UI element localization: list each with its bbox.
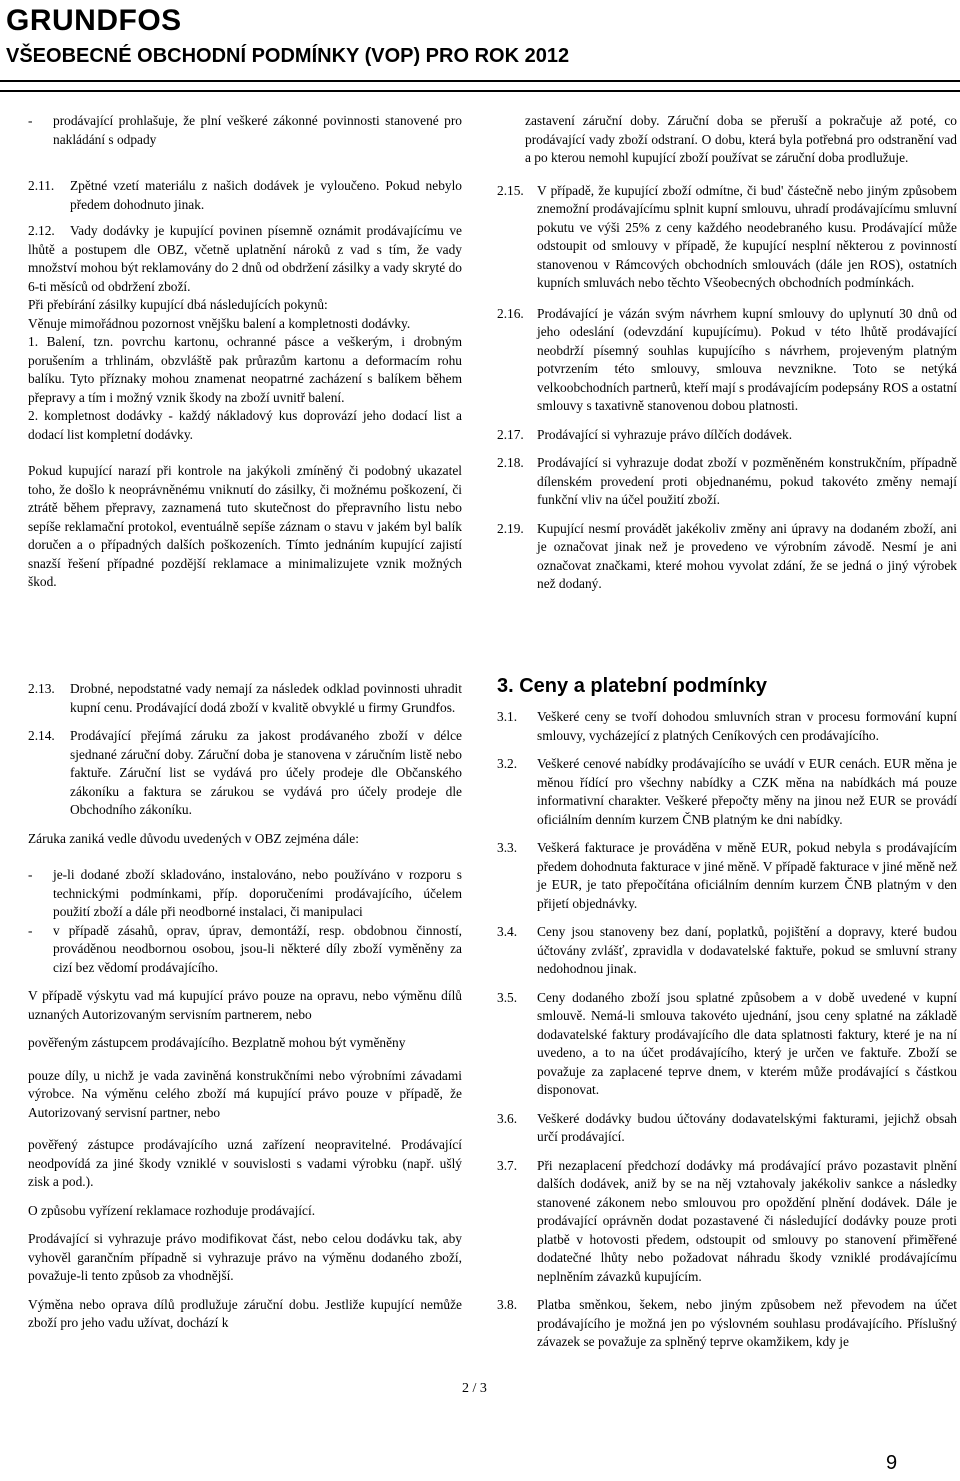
paragraph: O způsobu vyřízení reklamace rozhoduje prodávající. xyxy=(28,1202,316,1218)
section-number: 2.17. xyxy=(497,426,524,442)
paragraph: Pokud kupující narazí při kontrole na jakýkoli zmíněný či podobný ukazatel toho, že došlo k neoprávněnému vniknutí do zásilky, či možnému poškození, či ztrátě během přepravy, zaznamená tuto skutečnost do přepravního listu nebo sepíše reklamační protokol, eventuálně sepíše záznam o stavu v jakém byl balík doručen a o případných dalších poškozeních. Tímto jednáním kupující zajistí snazší řešení případné pozdější reklamace a minimalizujete vznik možných škod. xyxy=(28,463,462,589)
bullet-item xyxy=(28,866,462,922)
page-indicator: 2 / 3 xyxy=(462,1381,487,1396)
section-2-18 xyxy=(497,454,957,510)
section-number: 3.7. xyxy=(497,1157,518,1173)
section-2-14 xyxy=(28,727,462,820)
section-number: 3.6. xyxy=(497,1110,518,1126)
company-name: GRUNDFOS xyxy=(6,4,182,37)
section-text: Kupující nesmí provádět jakékoliv změny ani úpravy na dodaném zboží, ani je označovat jinak než je provedeno ve výrobním závodě. Nesmí je ani označovat značkami, které mohou vyvolat zdání, že se jedná o jiný výrobek než dodaný. xyxy=(537,520,957,591)
section-text: Prodávající si vyhrazuje dodat zboží v pozměněném konstrukčním, případně dílenském provedení proti objednanému, pokud takovéto změny nemají funkční vliv na účel použití zboží. xyxy=(537,455,957,507)
paragraph: 2. kompletnost dodávky - každý nákladový kus doprovází jeho dodací list a dodací list kompletní dodávky. xyxy=(28,408,462,442)
bullet-text: je-li dodané zboží skladováno, instalováno, nebo používáno v rozporu s technickými podmínkami, příp. doporučeními prodávajícího, účelem použití zboží a dále při neodborné instalaci, či manipulaci xyxy=(53,867,462,919)
right-column-top xyxy=(497,112,957,594)
header-rule-top xyxy=(0,80,960,82)
bullet-dash: - xyxy=(28,867,33,882)
section-number: 2.16. xyxy=(497,305,524,321)
section-3-4 xyxy=(497,923,957,979)
paragraph: Při přebírání zásilky kupující dbá následujících pokynů: xyxy=(28,297,328,312)
section-3-1 xyxy=(497,708,957,745)
section-number: 3.2. xyxy=(497,756,518,771)
section-heading: 3. Ceny a platební podmínky xyxy=(497,675,768,697)
paragraph: V případě výskytu vad má kupující právo pouze na opravu, nebo výměnu dílů uznaných Autorizovaným servisním partnerem, nebo xyxy=(28,988,462,1022)
section-text: Prodávající je vázán svým návrhem kupní smlouvy do uplynutí 30 dnů od jeho odeslání (odevzdání kupujícímu). Pokud v této lhůtě prodávající neobdrží písemný souhlas kupujícího s návrhem, projeveným platným potvrzením této smlouvy, smlouva nevznikne. Toto se netýká velkoobchodních partnerů, kteří mají s prodávajícím podepsány ROS a ostatní smlouvy s taxativně stanovenou dobou platnosti. xyxy=(537,305,957,413)
section-number: 3.1. xyxy=(497,709,518,724)
section-3-7 xyxy=(497,1157,957,1287)
bullet-item xyxy=(28,112,462,149)
paragraph: Věnuje mimořádnou pozornost vnějšku balení a kompletnosti dodávky. xyxy=(28,315,411,331)
section-2-13 xyxy=(28,680,462,717)
section-text: Drobné, nepodstatné vady nemají za následek odklad povinnosti uhradit kupní cenu. Prodávající dodá zboží v kvalitě obvyklé u firmy Grundfos. xyxy=(70,681,462,715)
right-column-bottom xyxy=(497,674,957,1352)
section-text: Veškeré cenové nabídky prodávajícího se uvádí v EUR cenách. EUR měna je měnou řídící pro všechny nabídky a CZK měna na nabídkách má pouze informativní charakter. Veškeré přepočty měny na jinou než EUR se provádí oficiálním denním kurzem ČNB platným ke dni nabídky. xyxy=(537,756,957,827)
section-3-6 xyxy=(497,1110,957,1147)
section-number: 2.18. xyxy=(497,455,524,470)
paragraph: Prodávající si vyhrazuje právo modifikovat část, nebo celou dodávku tak, aby vyhověl garančním případně si vyhrazuje právo na výměnu dodaného zboží, považuje-li tento způsob za vhodnější. xyxy=(28,1231,462,1283)
paragraph: 1. Balení, tzn. povrchu kartonu, ochranné pásce a veškerým, i drobným porušením a trhlinám, obzvláště pak průrazům kartonu a deformacím rohu balíku. Tyto příznaky mohou znamenat neopatrné zacházení s balíkem během přepravy a tím i možný vznik škody na zboží uvnitř balení. xyxy=(28,334,462,405)
section-number: 2.11. xyxy=(28,178,55,193)
section-number: 2.13. xyxy=(28,681,55,696)
section-number: 3.8. xyxy=(497,1297,518,1312)
section-text: Vady dodávky je kupující povinen písemně oznámit prodávajícímu ve lhůtě a postupem dle OBZ, včetně uplatnění nároků z vad s tím, že vady množství mohou být reklamovány do 2 dnů od obdržení zásilky a vady skryté do 6-ti měsíců od obdržení zboží. xyxy=(28,223,462,294)
left-column-bottom xyxy=(28,680,462,1333)
section-text: Prodávající přejímá záruku za jakost prodávaného zboží v délce sjednané záruční doby. Záruční doba je stanovena v záručním listě nebo faktuře. Záruční list se vydává pro účely prodeje dle Občanského zákoníku a faktura se zárukou se vydává pro účely prodeje dle Obchodního zákoníku. xyxy=(70,728,462,817)
section-number: 2.12. xyxy=(28,223,55,238)
section-number: 3.3. xyxy=(497,840,518,855)
section-3-8 xyxy=(497,1296,957,1352)
paragraph: pověřeným zástupcem prodávajícího. Bezplatně mohou být vyměněny xyxy=(28,1035,406,1050)
document-title: VŠEOBECNÉ OBCHODNÍ PODMÍNKY (VOP) PRO ROK 2012 xyxy=(6,45,570,67)
section-3-3 xyxy=(497,839,957,913)
section-2-17 xyxy=(497,426,957,445)
section-text: Veškeré ceny se tvoří dohodou smluvních stran v procesu formování kupní smlouvy, vycházející z platných Ceníkových cen prodávajícího. xyxy=(537,709,957,743)
section-2-16 xyxy=(497,305,957,416)
header-rule-bottom xyxy=(0,90,960,92)
section-number: 3.4. xyxy=(497,924,518,939)
section-text: Veškerá fakturace je prováděna v měně EUR, pokud nebyla s prodávajícím předem dohodnuta fakturace v jiné měně. V případě fakturace v jiné měně než je EUR, je tato přepočítána oficiálním denním kurzem ČNB platným v den přijetí objednávky. xyxy=(537,840,957,911)
section-text: Platba směnkou, šekem, nebo jiným způsobem než převodem na účet prodávajícího je možná jen po výslovném souhlasu prodávajícího. Příslušný závazek se považuje za splněný teprve okamžikem, kdy je xyxy=(537,1297,957,1349)
section-text: Ceny dodaného zboží jsou splatné způsobem a v době uvedené v kupní smlouvě. Nemá-li smlouva takovéto ujednání, jsou ceny splatné na základě dodavatelské faktury prodávajícího dle data splatnosti faktury, které je na ní uvedeno, a to na účet prodávajícího, který je určen ve faktuře. Zboží se považuje za zaplacené teprve dnem, v kterém může prodávající s částkou disponovat. xyxy=(537,989,957,1097)
section-number: 3.5. xyxy=(497,989,518,1005)
paragraph: pouze díly, u nichž je vada zaviněná konstrukčními nebo výrobními závadami výrobce. Na výměnu celého zboží má kupující právo pouze v případě, že Autorizovaný servisní partner, nebo xyxy=(28,1067,462,1120)
paragraph: zastavení záruční doby. Záruční doba se přeruší a pokračuje až poté, co prodávající vady zboží odstraní. O dobu, která byla potřebná pro odstranění vad a po kterou nemohl kupující zboží používat se záruční doba prodlužuje. xyxy=(525,113,957,165)
paragraph: pověřený zástupce prodávajícího uzná zařízení neopravitelné. Prodávající neodpovídá za jiné škody vzniklé v souvislosti s vadami výrobku (např. ušlý zisk a pod.). xyxy=(28,1137,462,1189)
bullet-dash: - xyxy=(28,113,33,128)
section-2-15 xyxy=(497,182,957,293)
section-2-19 xyxy=(497,520,957,594)
section-2-12 xyxy=(28,222,462,296)
section-3-5 xyxy=(497,989,957,1100)
left-column-top xyxy=(28,112,462,592)
section-text: Veškeré dodávky budou účtovány dodavatelskými fakturami, jejichž obsah určí prodávající. xyxy=(537,1110,957,1144)
section-2-11 xyxy=(28,177,462,214)
section-text: Zpětné vzetí materiálu z našich dodávek je vyloučeno. Pokud nebylo předem dohodnuto jinak. xyxy=(70,178,462,212)
paragraph: Výměna nebo oprava dílů prodlužuje záruční dobu. Jestliže kupující nemůže zboží pro jeho vadu užívat, dochází k xyxy=(28,1296,462,1330)
page-number: 9 xyxy=(886,1452,898,1474)
bullet-item xyxy=(28,922,462,978)
section-text: Prodávající si vyhrazuje právo dílčích dodávek. xyxy=(537,426,793,442)
bullet-text: v případě zásahů, oprav, úprav, demontáží, resp. obdobnou činností, prováděnou neodbornou osobou, jsou-li některé díly zboží vyměněny za cizí bez vědomí prodávajícího. xyxy=(53,922,462,975)
section-3-2 xyxy=(497,755,957,829)
section-text: V případě, že kupující zboží odmítne, či bud' částečně nebo jiným způsobem znemožní prodávajícímu splnit kupní smlouvu, uhradí prodávajícímu smluvní pokutu ve výši 25% z ceny každého neodebraného kusu. Prodávající může odstoupit od smlouvy v případě, že kupující nesplní některou z povinností stanovenou v Rámcových obchodních smlouvách (dále jen ROS), ostatních kupních smluvách nebo těchto Všeobecných obchodních podmínkách. xyxy=(537,182,957,290)
section-number: 2.14. xyxy=(28,728,55,743)
bullet-dash: - xyxy=(28,922,33,938)
section-number: 2.15. xyxy=(497,182,524,198)
paragraph: Záruka zaniká vedle důvodu uvedených v OBZ zejména dále: xyxy=(28,830,359,846)
section-number: 2.19. xyxy=(497,520,524,536)
section-text: Ceny jsou stanoveny bez daní, poplatků, pojištění a dopravy, které budou účtovány zvlášť, zpravidla v dodavatelské faktuře, pokud se smluvní strany nedohodnou jinak. xyxy=(537,924,957,976)
bullet-text: prodávající prohlašuje, že plní veškeré zákonné povinnosti stanovené pro nakládání s odpady xyxy=(53,113,462,147)
section-text: Při nezaplacení předchozí dodávky má prodávající právo pozastavit plnění dalších dodávek, aniž by se na něj vztahovaly jakékoliv sankce a následky stanovené zákonem nebo smlouvou pro opoždění plnění dodávek. Dále je prodávající oprávněn dodat pozastavené či následující dodávky pouze proti platbě v hotovosti předem, odstoupit od smlouvy po stanovení přiměřené dodatečné lhůty nebo požadovat náhradu škody vzniklé prodávajícímu neplněním závazků kupujícím. xyxy=(537,1157,957,1284)
